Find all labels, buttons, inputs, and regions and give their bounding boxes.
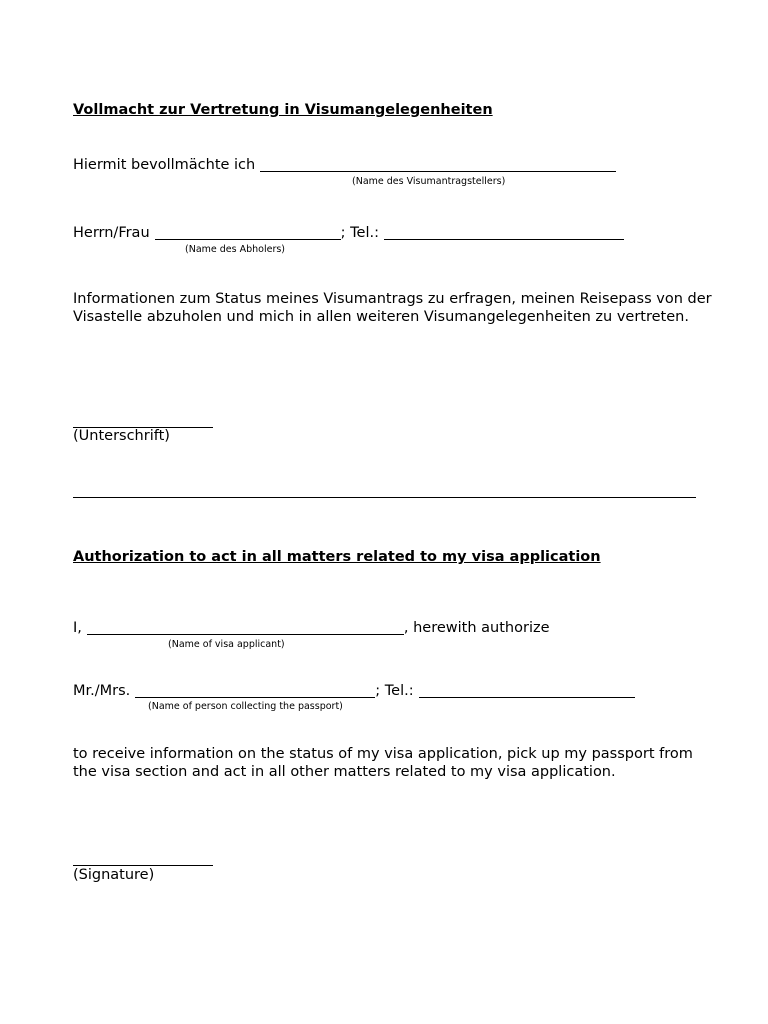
english-i-prefix: I, xyxy=(73,620,82,636)
english-applicant-line xyxy=(73,617,550,637)
english-person-prefix: Mr./Mrs. xyxy=(73,683,131,699)
english-collector-name-field[interactable] xyxy=(135,683,375,698)
german-tel-field[interactable] xyxy=(384,225,624,240)
german-applicant-line xyxy=(73,154,616,174)
german-applicant-caption: (Name des Visumantragstellers) xyxy=(352,176,506,187)
english-paragraph: to receive information on the status of my visa application, pick up my passport from the visa section and act in all other matters related to my visa application. xyxy=(73,746,693,780)
german-applicant-name-field[interactable] xyxy=(260,157,616,172)
german-title: Vollmacht zur Vertretung in Visumangelegenheiten xyxy=(73,102,493,118)
english-title: Authorization to act in all matters related to my visa application xyxy=(73,549,601,565)
german-collector-name-field[interactable] xyxy=(155,225,341,240)
english-collector-line xyxy=(73,680,635,700)
english-applicant-caption: (Name of visa applicant) xyxy=(168,639,285,650)
german-collector-line xyxy=(73,222,624,242)
english-authorize-suffix: , herewith authorize xyxy=(403,620,550,636)
english-applicant-name-field[interactable] xyxy=(87,620,404,635)
german-paragraph: Informationen zum Status meines Visumantrags zu erfragen, meinen Reisepass von der Visastelle abzuholen und mich in allen weiteren Visumangelegenheiten zu vertreten. xyxy=(73,291,712,325)
german-person-prefix: Herrn/Frau xyxy=(73,225,150,241)
german-collector-caption: (Name des Abholers) xyxy=(185,244,286,255)
english-signature-label: (Signature) xyxy=(73,867,155,883)
german-authorize-prefix: Hiermit bevollmächte ich xyxy=(73,157,256,173)
english-collector-caption: (Name of person collecting the passport) xyxy=(148,701,343,712)
english-tel-field[interactable] xyxy=(419,683,635,698)
english-tel-label: ; Tel.: xyxy=(375,683,414,699)
section-divider xyxy=(73,497,696,498)
german-signature-label: (Unterschrift) xyxy=(73,428,170,444)
german-tel-label: ; Tel.: xyxy=(340,225,379,241)
